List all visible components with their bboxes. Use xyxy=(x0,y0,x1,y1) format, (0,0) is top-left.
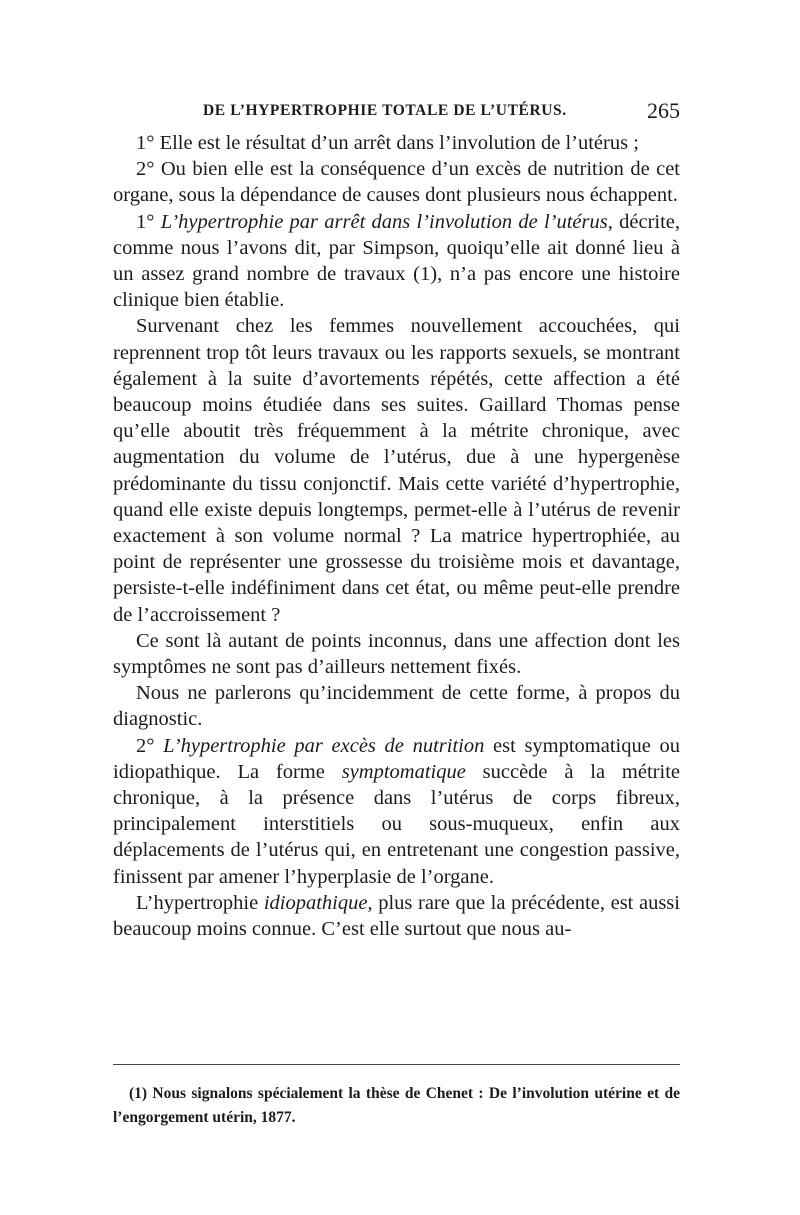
text-segment: 1° Elle est le résultat d’un arrêt dans l’involution de l’utérus ; xyxy=(136,132,639,154)
paragraph xyxy=(113,209,680,314)
footnote-rule xyxy=(113,1064,680,1065)
paragraph xyxy=(113,130,680,156)
text-segment: est symptomatique ou idiopathique. La forme xyxy=(113,734,681,783)
paragraph xyxy=(113,890,680,942)
page-number: 265 xyxy=(647,98,680,123)
text-segment: Ce sont là autant de points inconnus, dans une affection dont les symptômes ne sont pas d’ailleurs nettement fixés. xyxy=(113,629,680,679)
paragraph xyxy=(113,733,680,890)
text-segment: 1° xyxy=(136,210,161,233)
text-segment: 2° Ou bien elle est la conséquence d’un excès de nutrition de cet organe, sous la dépendance de causes dont plusieurs nous échappent. xyxy=(113,158,680,207)
paragraph xyxy=(113,628,680,680)
footnote: (1) Nous signalons spécialement la thèse de Chenet : De l’involution utérine et de l’engorgement utérin, 1877. xyxy=(113,1085,680,1126)
text-segment: succède à la métrite chronique, à la présence dans l’utérus de corps fibreux, principalement interstitiels ou sous-muqueux, enfin aux déplacements de l’utérus qui, en entretenant une congestion passive, finissent par amener l’hyperplasie de l’organe. xyxy=(113,760,680,888)
italic-text: idiopathique xyxy=(263,891,368,914)
italic-text: L’hypertrophie par arrêt dans l’involution de l’utérus xyxy=(160,210,608,233)
text-segment: L’hypertrophie xyxy=(136,891,264,914)
text-segment: Nous ne parlerons qu’incidemment de cette forme, à propos du diagnostic. xyxy=(113,682,680,731)
running-head xyxy=(113,98,680,128)
italic-text: symptomatique xyxy=(341,760,466,783)
text-segment: , décrite, comme nous l’avons dit, par Simpson, quoiqu’elle ait donné lieu à un assez grand nombre de travaux (1), n’a pas encore une histoire clinique bien établie. xyxy=(113,210,681,312)
running-title: DE L’HYPERTROPHIE TOTALE DE L’UTÉRUS. xyxy=(203,102,567,119)
paragraph xyxy=(113,680,680,732)
paragraph xyxy=(113,313,680,627)
text-segment: Survenant chez les femmes nouvellement accouchées, qui reprennent trop tôt leurs travaux ou les rapports sexuels, se montrant également à la suite d’avortements répétés, cette affection a été beaucoup moins étudiée dans ses suites. Gaillard Thomas pense qu’elle aboutit très fréquemment à la métrite chronique, avec augmentation du volume de l’utérus, due à une hypergenèse prédominante du tissu conjonctif. Mais cette variété d’hypertrophie, quand elle existe depuis longtemps, permet-elle à l’utérus de revenir exactement à son volume normal ? La matrice hypertrophiée, au point de représenter une grossesse du troisième mois et davantage, persiste-t-elle indéfiniment dans cet état, ou même peut-elle prendre de l’accroissement ? xyxy=(113,315,680,626)
body-text xyxy=(113,130,680,942)
paragraph xyxy=(113,156,680,208)
text-segment: , plus rare que la précédente, est aussi beaucoup moins connue. C’est elle surtout que nous au- xyxy=(113,891,680,941)
italic-text: L’hypertrophie par excès de nutrition xyxy=(163,734,485,757)
text-segment: 2° xyxy=(136,734,164,757)
